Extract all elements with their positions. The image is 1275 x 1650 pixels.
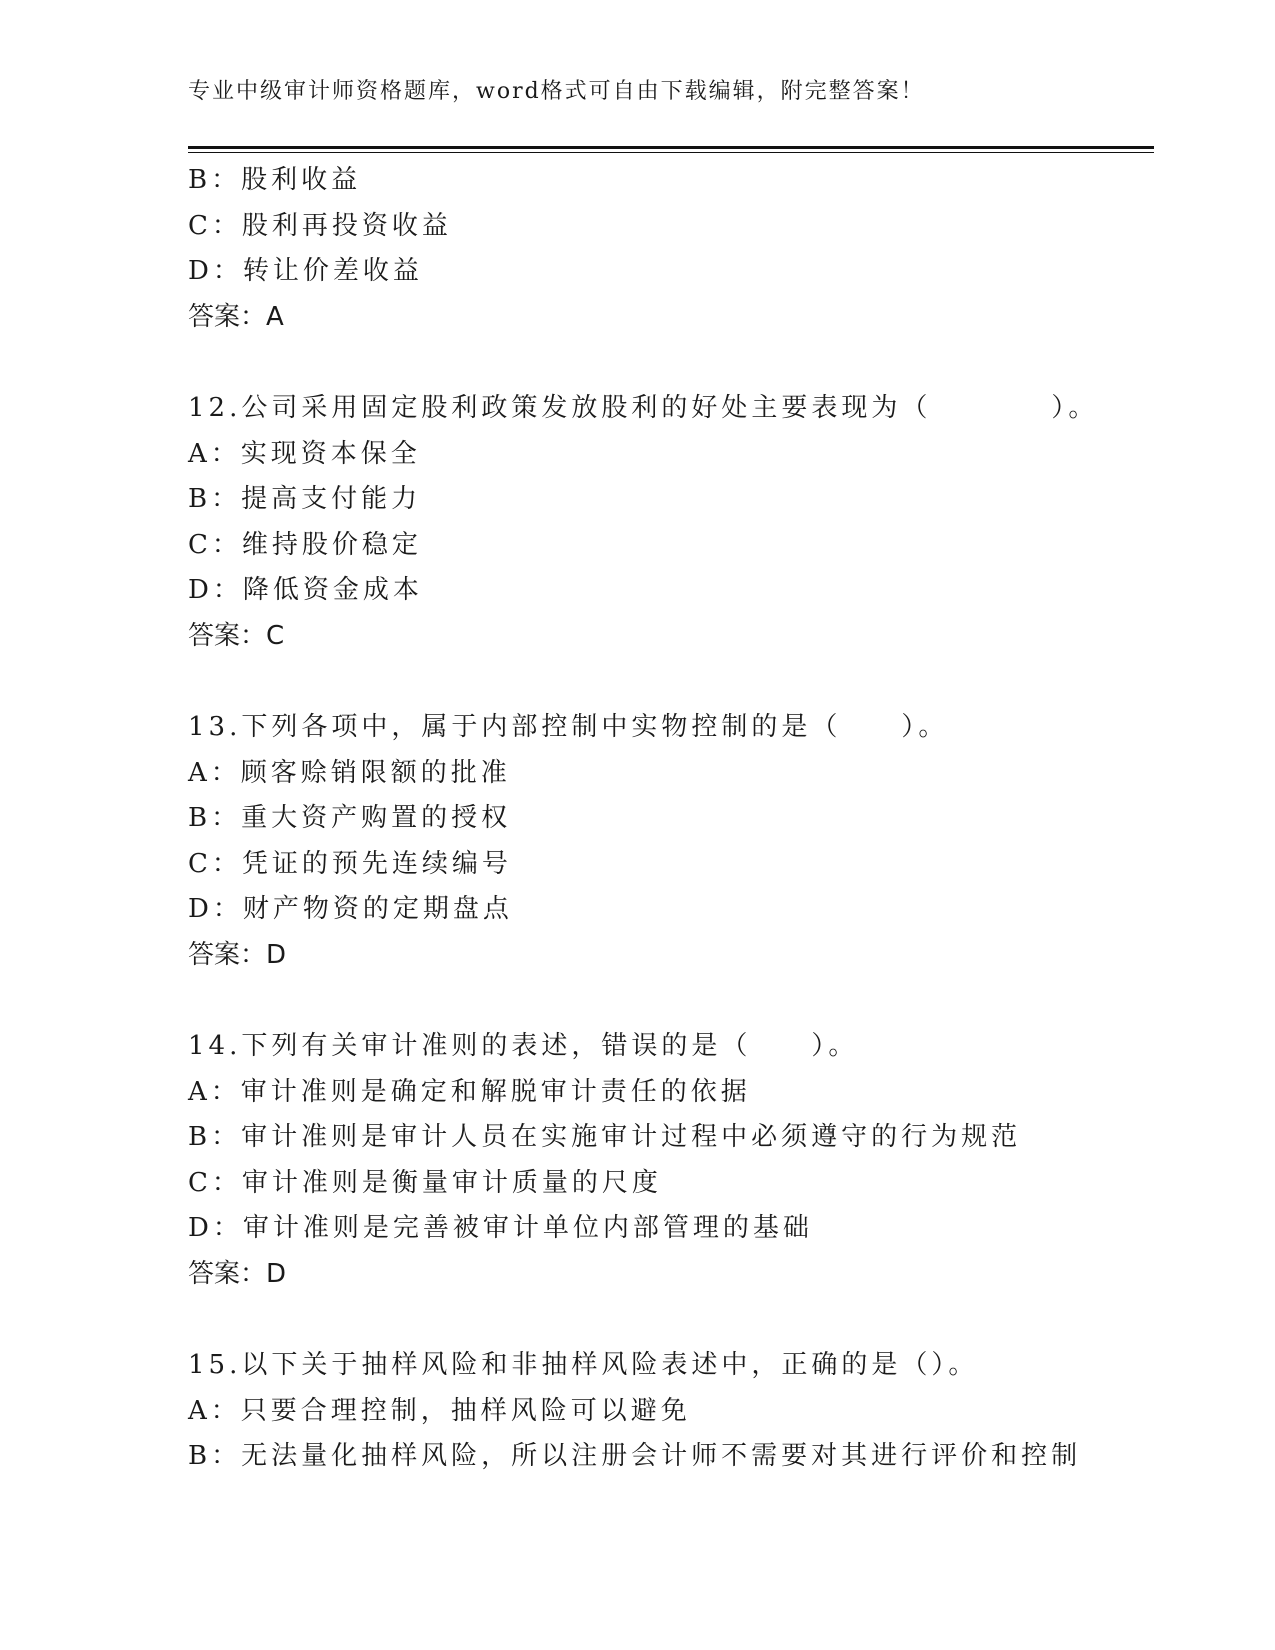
question-block: [188, 1024, 1168, 1297]
option-a: A：顾客赊销限额的批准: [188, 757, 511, 788]
option-b: B：提高支付能力: [188, 484, 422, 514]
option-c: C：股利再投资收益: [188, 210, 452, 241]
question-block: [188, 386, 1168, 659]
question-stem: 14.下列有关审计准则的表述，错误的是（ ）。: [188, 1031, 859, 1061]
question-stem: 13.下列各项中，属于内部控制中实物控制的是（ ）。: [188, 712, 949, 742]
option-c: C：维持股价稳定: [188, 529, 422, 560]
option-d: D：财产物资的定期盘点: [188, 894, 513, 924]
option-a: A：审计准则是确定和解脱审计责任的依据: [188, 1076, 751, 1107]
option-c: C：审计准则是衡量审计质量的尺度: [188, 1167, 662, 1198]
option-b: B：重大资产购置的授权: [188, 803, 512, 833]
question-block: [188, 1343, 1168, 1480]
header-rule-thin: [188, 152, 1154, 153]
option-a: A：只要合理控制，抽样风险可以避免: [188, 1395, 691, 1426]
option-c: C：凭证的预先连续编号: [188, 848, 512, 879]
question-stem: 12.公司采用固定股利政策发放股利的好处主要表现为（ ）。: [188, 393, 1099, 423]
header-rule-thick: [188, 146, 1154, 149]
answer-line: 答案：D: [188, 1258, 287, 1289]
option-d: D：转让价差收益: [188, 256, 423, 286]
question-block: [188, 158, 1168, 340]
answer-line: 答案：C: [188, 620, 285, 651]
question-block: [188, 705, 1168, 978]
question-list: [188, 158, 1168, 1480]
option-d: D：审计准则是完善被审计单位内部管理的基础: [188, 1213, 813, 1243]
answer-line: 答案：A: [188, 301, 284, 332]
answer-line: 答案：D: [188, 939, 287, 970]
option-d: D：降低资金成本: [188, 575, 423, 605]
option-b: B：无法量化抽样风险，所以注册会计师不需要对其进行评价和控制: [188, 1441, 1082, 1471]
option-a: A：实现资本保全: [188, 438, 421, 469]
page-header: 专业中级审计师资格题库，word格式可自由下载编辑，附完整答案！: [188, 79, 925, 104]
option-b: B：股利收益: [188, 165, 362, 195]
option-b: B：审计准则是审计人员在实施审计过程中必须遵守的行为规范: [188, 1122, 1022, 1152]
question-stem: 15.以下关于抽样风险和非抽样风险表述中，正确的是（）。: [188, 1350, 979, 1380]
